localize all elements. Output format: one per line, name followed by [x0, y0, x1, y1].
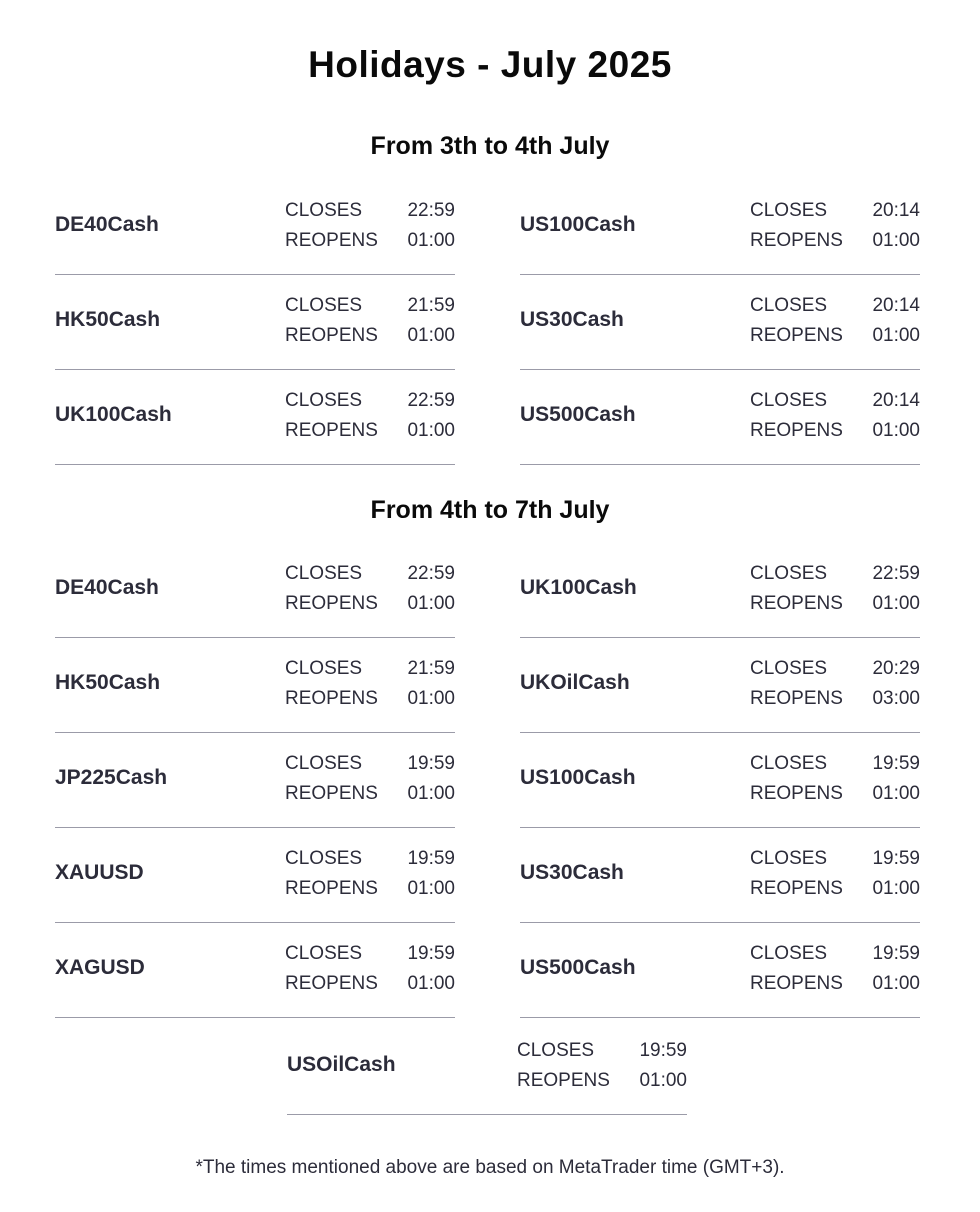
reopens-line [285, 420, 455, 450]
reopens-label: REOPENS [750, 973, 843, 994]
reopens-time: 01:00 [407, 325, 455, 346]
instrument-symbol: HK50Cash [55, 308, 161, 331]
closes-line [285, 295, 455, 325]
closes-label: CLOSES [750, 295, 828, 316]
reopens-label: REOPENS [285, 230, 378, 251]
time-block [285, 563, 455, 623]
reopens-line [285, 973, 455, 1003]
reopens-time: 01:00 [407, 593, 455, 614]
instrument-symbol: JP225Cash [55, 766, 168, 789]
time-block [750, 753, 920, 813]
reopens-time: 01:00 [639, 1070, 687, 1091]
reopens-line [750, 973, 920, 1003]
closes-label: CLOSES [285, 658, 363, 679]
closes-line [285, 200, 455, 230]
closes-label: CLOSES [750, 658, 828, 679]
schedule-row [520, 923, 920, 1018]
closes-line [285, 390, 455, 420]
schedule-row [55, 543, 455, 638]
closes-time: 19:59 [872, 943, 920, 964]
reopens-label: REOPENS [750, 878, 843, 899]
reopens-label: REOPENS [285, 325, 378, 346]
closes-line [750, 200, 920, 230]
closes-time: 19:59 [872, 753, 920, 774]
time-block [750, 563, 920, 623]
time-block [750, 390, 920, 450]
time-block [285, 943, 455, 1003]
schedule-row [520, 543, 920, 638]
time-block [285, 658, 455, 718]
schedule-row [55, 733, 455, 828]
instrument-symbol: UK100Cash [520, 576, 637, 599]
closes-time: 20:14 [872, 390, 920, 411]
closes-label: CLOSES [750, 753, 828, 774]
instrument-symbol: DE40Cash [55, 213, 159, 236]
reopens-time: 01:00 [872, 325, 920, 346]
instrument-symbol: UK100Cash [55, 403, 172, 426]
reopens-label: REOPENS [750, 783, 843, 804]
reopens-time: 01:00 [407, 688, 455, 709]
schedule-row [55, 180, 455, 275]
section-title-1: From 3th to 4th July [370, 132, 610, 160]
closes-label: CLOSES [750, 390, 828, 411]
reopens-line [285, 783, 455, 813]
closes-line [750, 753, 920, 783]
closes-time: 20:14 [872, 295, 920, 316]
section-title-2: From 4th to 7th July [370, 496, 610, 524]
closes-time: 20:29 [872, 658, 920, 679]
closes-label: CLOSES [750, 200, 828, 221]
closes-line [285, 753, 455, 783]
closes-line [750, 563, 920, 593]
schedule-row [520, 180, 920, 275]
reopens-label: REOPENS [750, 230, 843, 251]
reopens-line [285, 688, 455, 718]
closes-time: 20:14 [872, 200, 920, 221]
closes-line [750, 390, 920, 420]
reopens-line [285, 230, 455, 260]
reopens-label: REOPENS [285, 688, 378, 709]
closes-line [285, 563, 455, 593]
instrument-symbol: US500Cash [520, 403, 636, 426]
schedule-row [287, 1020, 687, 1115]
closes-time: 21:59 [407, 658, 455, 679]
reopens-time: 01:00 [872, 973, 920, 994]
closes-label: CLOSES [517, 1040, 595, 1061]
schedule-single-row [287, 1020, 687, 1115]
closes-label: CLOSES [285, 200, 363, 221]
closes-line [285, 848, 455, 878]
instrument-symbol: UKOilCash [520, 671, 630, 694]
time-block [750, 943, 920, 1003]
schedule-grid-1 [55, 180, 920, 465]
closes-line [285, 943, 455, 973]
closes-label: CLOSES [285, 295, 363, 316]
closes-line [517, 1040, 687, 1070]
reopens-time: 01:00 [872, 230, 920, 251]
closes-time: 21:59 [407, 295, 455, 316]
instrument-symbol: US500Cash [520, 956, 636, 979]
closes-label: CLOSES [750, 943, 828, 964]
reopens-line [750, 230, 920, 260]
reopens-time: 01:00 [872, 420, 920, 441]
reopens-time: 01:00 [407, 878, 455, 899]
time-block [517, 1040, 687, 1100]
reopens-label: REOPENS [750, 325, 843, 346]
reopens-line [517, 1070, 687, 1100]
reopens-label: REOPENS [517, 1070, 610, 1091]
closes-label: CLOSES [285, 563, 363, 584]
closes-time: 19:59 [407, 753, 455, 774]
closes-time: 22:59 [407, 563, 455, 584]
schedule-row [55, 370, 455, 465]
reopens-label: REOPENS [285, 783, 378, 804]
time-block [285, 295, 455, 355]
reopens-time: 01:00 [872, 783, 920, 804]
schedule-row [55, 828, 455, 923]
reopens-line [285, 878, 455, 908]
reopens-label: REOPENS [750, 593, 843, 614]
closes-label: CLOSES [285, 848, 363, 869]
reopens-label: REOPENS [750, 688, 843, 709]
closes-label: CLOSES [285, 390, 363, 411]
closes-time: 19:59 [407, 848, 455, 869]
reopens-label: REOPENS [285, 973, 378, 994]
time-block [285, 200, 455, 260]
reopens-time: 01:00 [407, 783, 455, 804]
closes-time: 22:59 [872, 563, 920, 584]
closes-time: 19:59 [639, 1040, 687, 1061]
schedule-row [520, 275, 920, 370]
page-title: Holidays - July 2025 [308, 44, 672, 85]
schedule-row [520, 638, 920, 733]
closes-label: CLOSES [285, 943, 363, 964]
closes-line [750, 943, 920, 973]
time-block [750, 658, 920, 718]
instrument-symbol: HK50Cash [55, 671, 161, 694]
closes-label: CLOSES [750, 563, 828, 584]
reopens-label: REOPENS [750, 420, 843, 441]
reopens-line [750, 878, 920, 908]
reopens-time: 03:00 [872, 688, 920, 709]
schedule-grid-2 [55, 543, 920, 1018]
reopens-time: 01:00 [872, 878, 920, 899]
time-block [285, 390, 455, 450]
instrument-symbol: USOilCash [287, 1053, 396, 1076]
reopens-time: 01:00 [407, 973, 455, 994]
instrument-symbol: US100Cash [520, 213, 636, 236]
reopens-label: REOPENS [285, 878, 378, 899]
instrument-symbol: XAGUSD [55, 956, 145, 979]
schedule-row [520, 370, 920, 465]
instrument-symbol: XAUUSD [55, 861, 144, 884]
closes-line [750, 658, 920, 688]
schedule-row [55, 275, 455, 370]
instrument-symbol: DE40Cash [55, 576, 159, 599]
closes-label: CLOSES [285, 753, 363, 774]
instrument-symbol: US100Cash [520, 766, 636, 789]
reopens-line [750, 325, 920, 355]
footnote: *The times mentioned above are based on MetaTrader time (GMT+3). [195, 1157, 785, 1178]
reopens-time: 01:00 [872, 593, 920, 614]
schedule-row [520, 828, 920, 923]
time-block [750, 848, 920, 908]
reopens-label: REOPENS [285, 420, 378, 441]
reopens-time: 01:00 [407, 420, 455, 441]
closes-line [285, 658, 455, 688]
instrument-symbol: US30Cash [520, 861, 624, 884]
reopens-line [750, 783, 920, 813]
reopens-line [750, 688, 920, 718]
reopens-line [750, 420, 920, 450]
instrument-symbol: US30Cash [520, 308, 624, 331]
time-block [750, 295, 920, 355]
closes-time: 22:59 [407, 390, 455, 411]
reopens-label: REOPENS [285, 593, 378, 614]
time-block [750, 200, 920, 260]
time-block [285, 753, 455, 813]
closes-time: 19:59 [872, 848, 920, 869]
reopens-time: 01:00 [407, 230, 455, 251]
schedule-row [55, 638, 455, 733]
reopens-line [285, 593, 455, 623]
schedule-row [55, 923, 455, 1018]
schedule-row [520, 733, 920, 828]
reopens-line [285, 325, 455, 355]
time-block [285, 848, 455, 908]
closes-line [750, 848, 920, 878]
closes-line [750, 295, 920, 325]
closes-time: 19:59 [407, 943, 455, 964]
closes-time: 22:59 [407, 200, 455, 221]
closes-label: CLOSES [750, 848, 828, 869]
reopens-line [750, 593, 920, 623]
